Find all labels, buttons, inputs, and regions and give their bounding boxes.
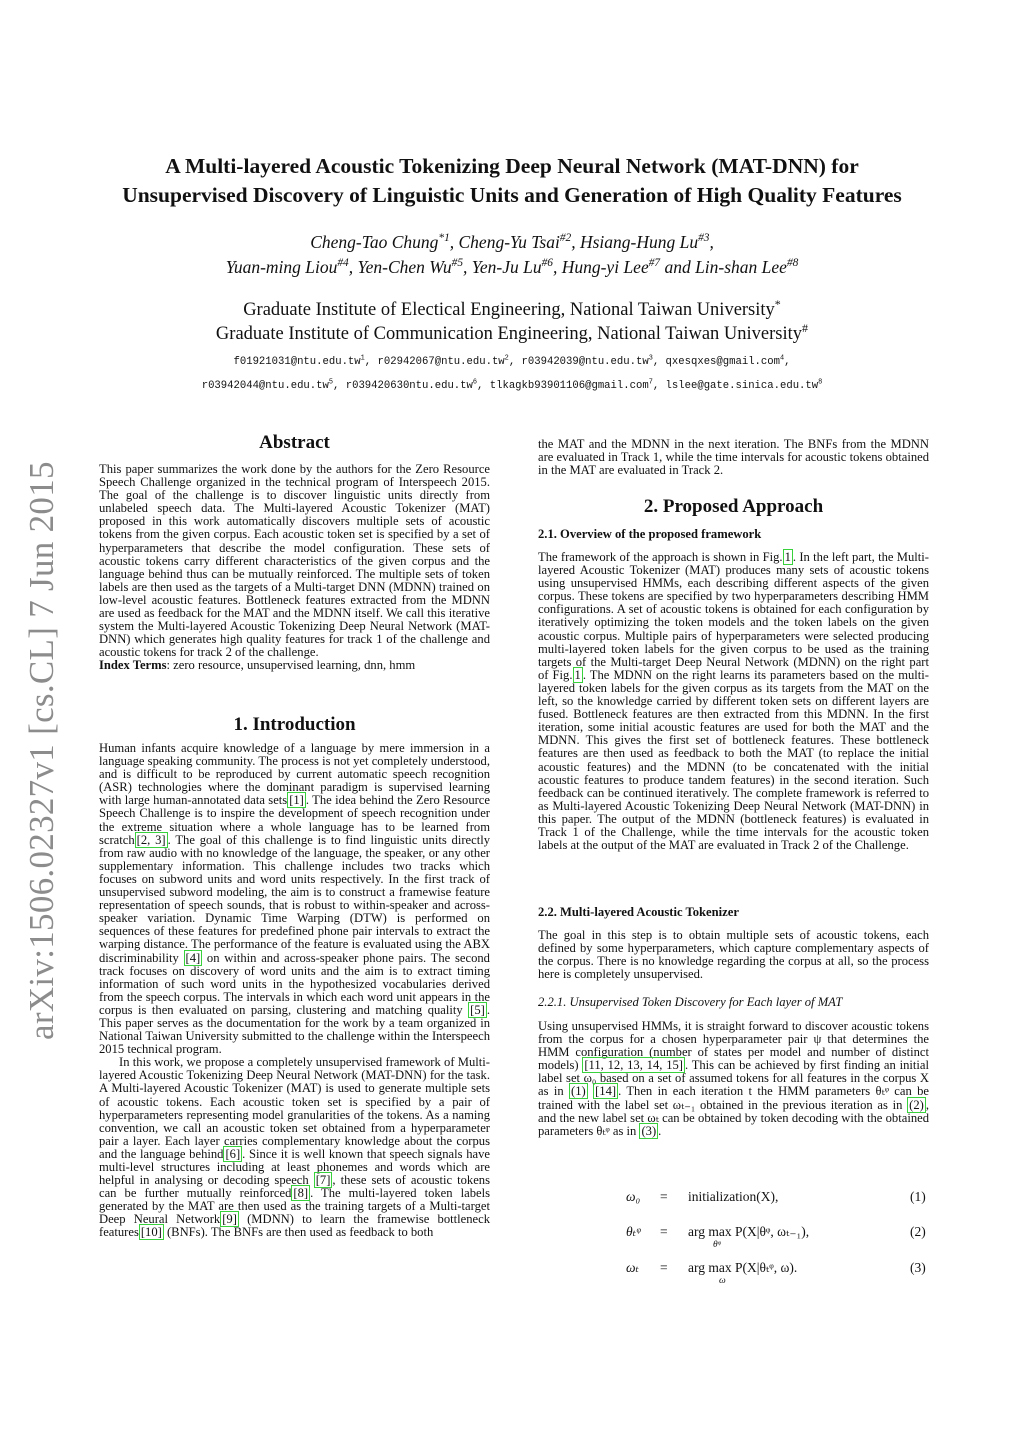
equation-link[interactable]: (2) [909, 1097, 924, 1112]
subsection-2-2-heading: 2.2. Multi-layered Acoustic Tokenizer [538, 905, 739, 919]
email: lslee@gate.sinica.edu.tw [665, 380, 819, 392]
equation-number: (1) [910, 1189, 926, 1204]
section-2-heading-block [538, 496, 929, 518]
citation-link[interactable]: [5] [470, 1002, 485, 1017]
email: r039420630ntu.edu.tw [345, 380, 473, 392]
abstract-body [99, 463, 490, 673]
email: tlkagkb93901106@gmail.com [489, 380, 649, 392]
citation-link[interactable]: [14] [595, 1084, 617, 1099]
citation-link[interactable]: [2, 3] [136, 832, 166, 847]
intro-paragraph-1: Human infants acquire knowledge of a language by mere immersion in a language speaking community. The process is not yet completely understood, and is difficult to be reproduced by current automatic speech recognition (ASR) technologies where the dominant paradigm is supervised learning with large human-annotated data sets [1] . The idea behind the Zero Resource Speech Challenge is to inspire the development of speech recognition under the extreme situation where a whole language has to be learned from scratch [2, 3] . The goal of this challenge is to find linguistic units directly from raw audio with no knowledge of the language, the speaker, or any other supplementary information. This challenge includes two tracks which focuses on subword units and word units respectively. In the first track of unsupervised subword modeling, the aim is to construct a framewise feature representation of speech sounds, that is robust to within-speaker and across-speaker variation. Dynamic Time Warping (DTW) is performed on sequences of these features for predefined phone pair intervals to extract the warping distance. The performance of the feature is evaluated using the ABX discriminability [4] on within and across-speaker phone pairs. The second track focuses on discovery of word units and the aim is to extract timing information of such word units in the hypothesized vocabularies derived from the speech corpus. The intervals in which each word unit appears in the corpus is then evaluated on parsing, clustering and matching quality [5] . This paper serves as the documentation for the work by a team organized in National Taiwan University submitted to the challenge within the Interspeech 2015 technical program. [99, 741, 490, 1057]
author: Hung-yi Lee [561, 257, 649, 277]
figure-link[interactable]: 1 [574, 667, 581, 682]
subsection-2-1-body: The framework of the approach is shown in Fig. 1 . In the left part, the Multi-layered Acoustic Tokenizer (MAT) produces many sets of acoustic tokens using unsupervised HMMs, each describing different aspects of the given corpus. These tokens are specified by two hyperparameters describing HMM configurations. A set of acoustic tokens is obtained for each configuration by iteratively optimizing the token models and the token labels on the given acoustic corpus. Multiple pairs of hyperparameters were selected producing multi-layered token labels for the given corpus to be used as the training targets of the Multi-target Deep Neural Network (MDNN) on the right part of Fig. 1 . The MDNN on the right learns its parameters based on the multi-layered token labels for the given corpus as its targets from the MAT on the left, so the knowledge carried by different token sets on different layers are fused. Bottleneck features are then extracted from this MDNN. In the first iteration, some initial acoustic features are used for both the MAT and the MDNN. This gives the first set of bottleneck features. These bottleneck features are then used as feedback to both the MAT (to replace the initial acoustic features) and the MDNN (to be concatenated with the initial acoustic features to produce tandem features) in the second iteration. Such feedback can be continued iteratively. The complete framework is referred to as Multi-layered Acoustic Tokenizing Deep Neural Network (MAT-DNN) in this paper. The output of the MDNN (bottleneck features) is evaluated in Track 1 of the Challenge, while the time intervals for the acoustic token labels at the output of the MAT are evaluated in Track 2 of the Challenge. [538, 550, 929, 853]
title-line-2: Unsupervised Discovery of Linguistic Units and Generation of High Quality Features [122, 183, 902, 207]
citation-link[interactable]: [9] [222, 1212, 237, 1227]
title-line-1: A Multi-layered Acoustic Tokenizing Deep Neural Network (MAT-DNN) for [165, 154, 859, 178]
intro-heading: 1. Introduction [233, 714, 356, 735]
email: r02942067@ntu.edu.tw [377, 356, 505, 368]
subsubsection-2-2-1-heading-block [538, 996, 929, 1009]
citation-link[interactable]: [10] [140, 1225, 162, 1240]
equation-1: ω₀ = initialization(X), (1) [626, 1189, 926, 1204]
author: Yen-Chen Wu [357, 257, 452, 277]
equation-number: (2) [910, 1224, 926, 1239]
abstract-heading: Abstract [259, 432, 330, 453]
author: Cheng-Tao Chung [310, 232, 439, 252]
arxiv-stamp: arXiv:1506.02327v1 [cs.CL] 7 Jun 2015 [22, 461, 61, 1040]
citation-link[interactable]: [11, 12, 13, 14, 15] [584, 1058, 683, 1073]
email: r03942044@ntu.edu.tw [201, 380, 329, 392]
author: Hsiang-Hung Lu [579, 232, 699, 252]
subsection-2-2-body: The goal in this step is to obtain multiple sets of acoustic tokens, each defined by some hyperparameters, which capture complementary aspects of the corpus. There is no knowledge regarding the corpus at all, so the process here is completely unsupervised. [538, 928, 929, 982]
email: f01921031@ntu.edu.tw [233, 356, 361, 368]
citation-link[interactable]: [1] [289, 793, 304, 808]
abstract-text: This paper summarizes the work done by the authors for the Zero Resource Speech Challenge organized in the technical program of Interspeech 2015. The goal of the challenge is to discover linguistic units directly from unlabeled speech data. The Multi-layered Acoustic Tokenizer (MAT) proposed in this work automatically discovers multiple sets of acoustic tokens from the given corpus. Each acoustic token set is specified by a set of hyperparameters that describe the model configuration. These sets of acoustic tokens carry different characteristics of the given corpus and the language behind thus can be mutually reinforced. The multiple sets of token labels are then used as the targets of a Multi-target DNN (MDNN) trained on low-level acoustic features. Bottleneck features extracted from the MDNN are used as feedback for the MAT and the MDNN itself. We call this iterative system the Multi-layered Acoustic Tokenizing Deep Neural Network (MAT-DNN) which generates high quality features for track 1 of the challenge and acoustic tokens for track 2 of the challenge. [99, 462, 490, 660]
author: Yuan-ming Liou [225, 257, 338, 277]
equation-3: ωₜ = arg max P(X|θₜᵠ, ω). ω (3) [626, 1260, 926, 1286]
subsection-2-2-heading-block [538, 906, 929, 919]
equation-number: (3) [910, 1260, 926, 1275]
subsection-2-1-heading: 2.1. Overview of the proposed framework [538, 527, 762, 541]
section-2-heading: 2. Proposed Approach [643, 496, 824, 517]
citation-link[interactable]: [6] [225, 1146, 241, 1161]
author: Lin-shan Lee [695, 257, 787, 277]
author: Yen-Ju Lu [471, 257, 542, 277]
email: qxesqxes@gmail.com [665, 356, 780, 368]
email: r03942039@ntu.edu.tw [521, 356, 649, 368]
citation-link[interactable]: [8] [293, 1186, 309, 1201]
figure-link[interactable]: 1 [784, 550, 791, 564]
equation-2: θₜᵠ = arg max P(X|θᵠ, ωₜ₋₁), θᵠ (2) [626, 1224, 926, 1250]
intro-heading-block [99, 714, 490, 736]
affiliation-1: Graduate Institute of Electical Engineering, National Taiwan University* [243, 296, 781, 320]
subsubsection-2-2-1-heading: 2.2.1. Unsupervised Token Discovery for Each layer of MAT [538, 995, 843, 1009]
citation-link[interactable]: [4] [185, 950, 201, 965]
citation-link[interactable]: [7] [315, 1173, 331, 1188]
subsubsection-2-2-1-body: Using unsupervised HMMs, it is straight forward to discover acoustic tokens from the corpus for a chosen hyperparameter pair ψ that determines the HMM configuration (number of states per model and number of distinct models) [11, 12, 13, 14, 15] . This can be achieved by first finding an initial label set ω₀ based on a set of assumed tokens for all features in the corpus X as in (1) [14] . Then in each iteration t the HMM parameters θₜᵠ can be trained with the label set ωₜ₋₁ obtained in the previous iteration as in (2) , and the new label set ωₜ can be obtained by token decoding with the obtained parameters θₜᵠ as in (3) . [538, 1019, 929, 1138]
abstract-heading-block [99, 432, 490, 454]
subsection-2-1-heading-block [538, 528, 929, 541]
right-column-continuation: the MAT and the MDNN in the next iteration. The BNFs from the MDNN are evaluated in Track 1, while the time intervals for acoustic tokens obtained in the MAT are evaluated in Track 2. [538, 437, 929, 478]
author: Cheng-Yu Tsai [458, 232, 560, 252]
affiliation-2: Graduate Institute of Communication Engineering, National Taiwan University# [215, 320, 809, 344]
author-list: Cheng-Tao Chung$^{*1}$, Cheng-Yu Tsai$^{\#2}$, Hsiang-Hung Lu$^{\#3}$, Yuan-ming Liou$^{\#4}$, Yen-Chen Wu$^{\#5}$, Yen-Ju Lu$^{\#6}$, Hung-yi Lee$^{\#7}$ and Lin-shan Lee$^{\#8}$ [225, 232, 799, 277]
equation-link[interactable]: (3) [641, 1123, 657, 1138]
email-list: $f01921031@ntu.edu.tw^1$, $r02942067@ntu.edu.tw^2$, $r03942039@ntu.edu.tw^3$, qxesqxes@gmail.com$^4$, $r03942044@ntu.edu.tw^5$, $r039420630ntu.edu.tw^6$, tlkagkb93901106@gmail.com$^7$, $lslee@gate.sinica.edu.tw^8$ [201, 354, 823, 392]
intro-body [99, 742, 490, 1240]
affiliations [60, 298, 964, 346]
equation-link[interactable]: (1) [571, 1084, 586, 1099]
index-terms: Index Terms: zero resource, unsupervised learning, dnn, hmm [99, 658, 416, 673]
intro-paragraph-2: In this work, we propose a completely unsupervised framework of Multi-layered Acoustic Tokenizing Deep Neural Network (MAT-DNN) for the task. A Multi-layered Acoustic Tokenizer (MAT) is used to generate multiple sets of acoustic tokens. Each acoustic token set is specified by a pair of hyperparameters representing model granularities of the tokens. As a naming convention, we call an acoustic token set obtained from a hyperparameter pair a layer. Each layer carries complementary knowledge about the corpus and the language behind [6] . Since it is well known that speech signals have multi-level structures including at least phonemes and words which are helpful in analysing or decoding speech [7] , these sets of acoustic tokens can be further mutually reinforced [8] . The multi-layered token labels generated by the MAT are then used as the training targets of a Multi-target Deep Neural Network [9] (MDNN) to learn the framewise bottleneck features [10] (BNFs). The BNFs are then used as feedback to both [99, 1055, 491, 1240]
paper-title [60, 152, 964, 210]
